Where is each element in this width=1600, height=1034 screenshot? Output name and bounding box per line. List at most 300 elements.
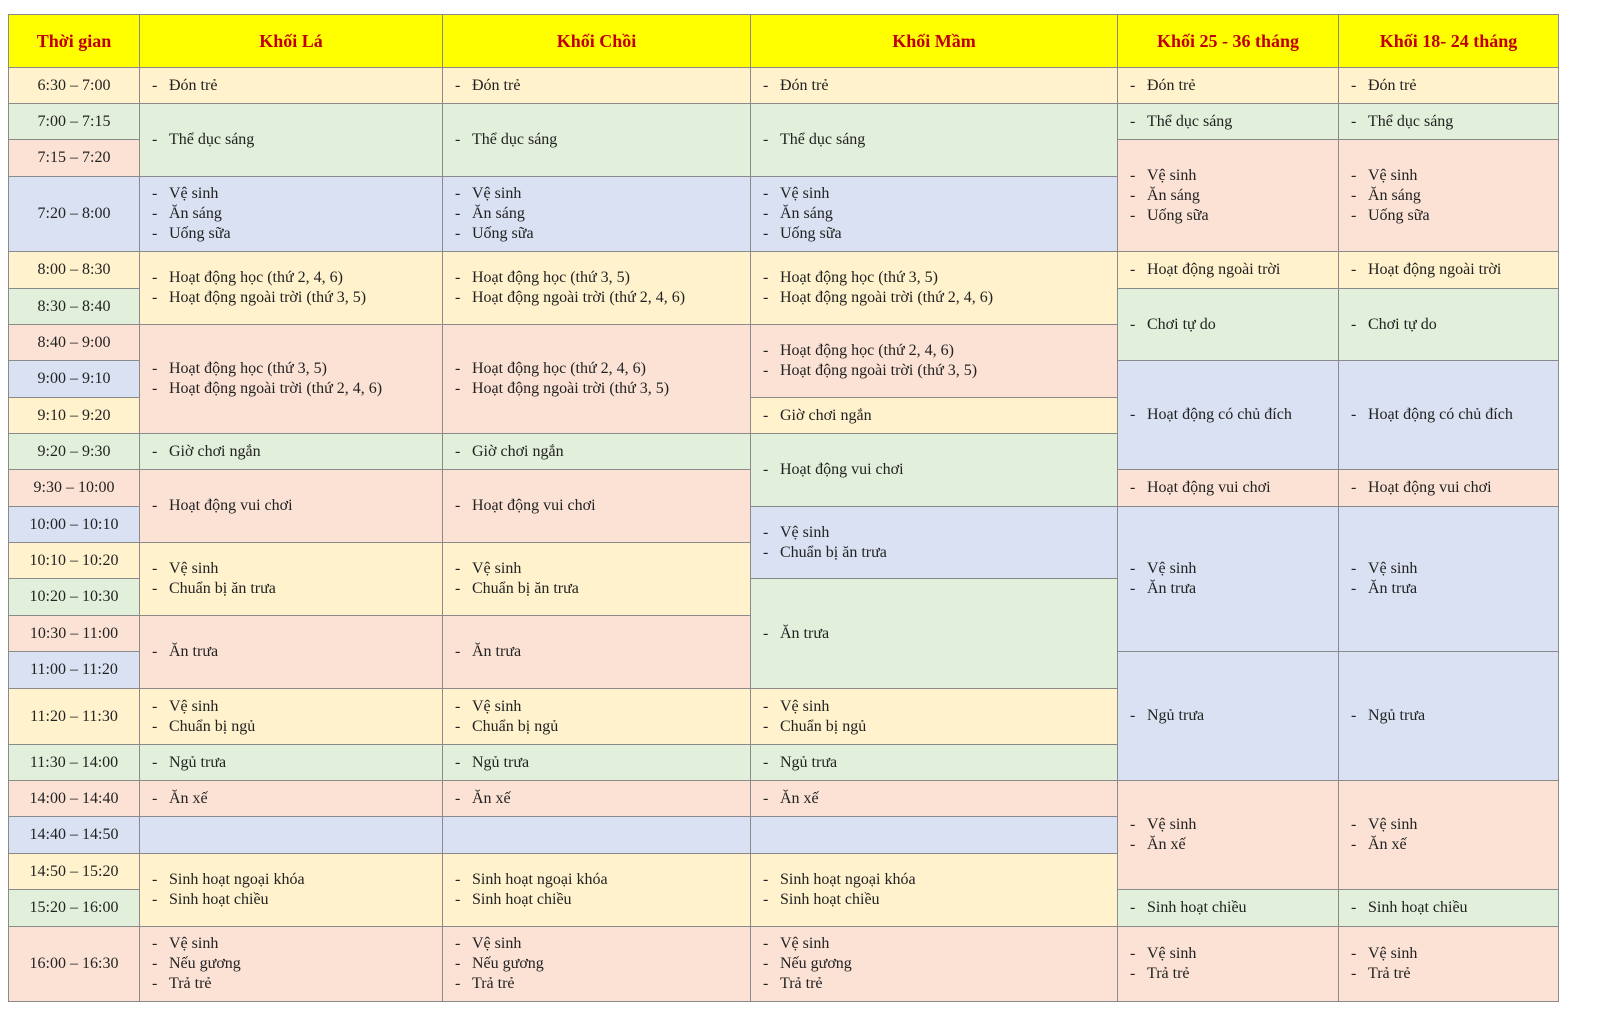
activity-item	[152, 204, 442, 224]
activity-text: Vệ sinh	[780, 697, 830, 715]
time-slot: 10:20 – 10:30	[8, 578, 140, 616]
activity-cell	[1117, 469, 1339, 507]
activity-text: Hoạt động học (thứ 2, 4, 6)	[472, 360, 646, 377]
bullet-dash: -	[1130, 166, 1136, 184]
activity-text: Hoạt động ngoài trời (thứ 3, 5)	[169, 289, 367, 306]
activity-cell	[139, 103, 443, 177]
activity-text: Vệ sinh	[1147, 166, 1197, 184]
time-slot: 9:30 – 10:00	[8, 469, 140, 507]
activity-item	[1351, 478, 1558, 498]
activity-item	[1351, 559, 1558, 579]
bullet-dash: -	[1351, 945, 1357, 962]
activity-cell	[750, 67, 1118, 104]
time-slot: 11:30 – 14:00	[8, 744, 140, 781]
activity-item	[455, 870, 750, 890]
bullet-dash: -	[1351, 166, 1357, 184]
activity-item	[763, 523, 1117, 543]
activity-text: Thể dục sáng	[780, 131, 866, 148]
activity-item	[152, 697, 442, 717]
activity-text: Sinh hoạt ngoại khóa	[780, 871, 916, 888]
bullet-dash: -	[455, 975, 461, 992]
bullet-dash: -	[152, 753, 158, 771]
activity-text: Vệ sinh	[169, 185, 219, 202]
activity-text: Ngủ trưa	[169, 753, 227, 771]
activity-item	[152, 288, 442, 308]
activity-text: Vệ sinh	[780, 523, 830, 541]
time-slot: 9:00 – 9:10	[8, 360, 140, 398]
bullet-dash: -	[763, 289, 769, 306]
activity-text: Hoạt động học (thứ 3, 5)	[472, 269, 630, 286]
bullet-dash: -	[1130, 76, 1136, 94]
bullet-dash: -	[763, 461, 769, 478]
bullet-dash: -	[152, 891, 158, 908]
bullet-dash: -	[152, 975, 158, 992]
bullet-dash: -	[152, 289, 158, 306]
time-slot: 7:20 – 8:00	[8, 176, 140, 252]
bullet-dash: -	[455, 380, 461, 397]
activity-cell	[1338, 506, 1559, 652]
activity-text: Chuẩn bị ngủ	[780, 717, 867, 735]
bullet-dash: -	[152, 955, 158, 972]
activity-text: Vệ sinh	[1368, 560, 1418, 577]
activity-cell	[442, 615, 751, 689]
activity-text: Hoạt động vui chơi	[472, 497, 596, 514]
activity-cell	[1338, 288, 1559, 361]
activity-cell	[750, 324, 1118, 398]
activity-text: Chuẩn bị ngủ	[472, 717, 559, 735]
activity-text: Ăn trưa	[472, 643, 522, 660]
activity-item	[1351, 944, 1558, 964]
activity-text: Vệ sinh	[169, 560, 219, 577]
bullet-dash: -	[455, 225, 461, 242]
activity-item	[1351, 964, 1558, 984]
activity-item	[1351, 405, 1558, 425]
time-slot: 7:15 – 7:20	[8, 139, 140, 177]
activity-item	[763, 624, 1117, 644]
activity-item	[1130, 206, 1338, 226]
time-slot: 14:00 – 14:40	[8, 780, 140, 817]
activity-text: Chuẩn bị ăn trưa	[780, 543, 887, 561]
activity-text: Ăn sáng	[1368, 186, 1421, 204]
activity-text: Ăn trưa	[780, 624, 830, 642]
bullet-dash: -	[763, 935, 769, 952]
activity-text: Hoạt động học (thứ 3, 5)	[780, 269, 938, 286]
time-slot: 6:30 – 7:00	[8, 67, 140, 104]
activity-text: Sinh hoạt chiều	[1368, 899, 1468, 916]
bullet-dash: -	[1351, 965, 1357, 982]
activity-item	[152, 934, 442, 954]
activity-text: Vệ sinh	[780, 935, 830, 952]
activity-cell	[1338, 889, 1559, 927]
activity-text: Ăn sáng	[780, 205, 833, 222]
activity-cell	[1117, 506, 1339, 652]
bullet-dash: -	[455, 580, 461, 597]
bullet-dash: -	[1130, 479, 1136, 496]
bullet-dash: -	[763, 269, 769, 286]
activity-item	[763, 184, 1117, 204]
activity-item	[763, 697, 1117, 717]
activity-text: Trả trẻ	[472, 975, 515, 992]
time-slot: 8:00 – 8:30	[8, 251, 140, 289]
activity-cell	[750, 816, 1118, 854]
activity-item	[763, 934, 1117, 954]
activity-cell	[139, 324, 443, 434]
bullet-dash: -	[1130, 560, 1136, 577]
bullet-dash: -	[763, 543, 769, 561]
activity-item	[455, 442, 750, 462]
activity-text: Vệ sinh	[169, 697, 219, 715]
activity-item	[152, 789, 442, 809]
activity-text: Sinh hoạt ngoại khóa	[472, 871, 608, 888]
activity-item	[1351, 579, 1558, 599]
activity-text: Vệ sinh	[1147, 945, 1197, 962]
bullet-dash: -	[455, 871, 461, 888]
bullet-dash: -	[763, 891, 769, 908]
activity-text: Hoạt động vui chơi	[1147, 479, 1271, 496]
activity-text: Vệ sinh	[1368, 945, 1418, 962]
activity-cell	[139, 926, 443, 1002]
activity-cell	[750, 688, 1118, 745]
activity-item	[763, 76, 1117, 96]
bullet-dash: -	[763, 697, 769, 715]
activity-text: Đón trẻ	[1368, 76, 1417, 94]
activity-cell	[1117, 139, 1339, 252]
activity-text: Đón trẻ	[1147, 76, 1196, 94]
activity-text: Hoạt động ngoài trời (thứ 3, 5)	[780, 362, 978, 379]
activity-item	[1351, 898, 1558, 918]
activity-item	[763, 361, 1117, 381]
bullet-dash: -	[152, 643, 158, 660]
activity-cell	[442, 176, 751, 252]
activity-text: Chuẩn bị ăn trưa	[472, 580, 579, 597]
activity-item	[152, 442, 442, 462]
bullet-dash: -	[152, 76, 158, 94]
activity-cell	[139, 780, 443, 817]
activity-cell	[750, 780, 1118, 817]
bullet-dash: -	[455, 560, 461, 577]
time-slot: 14:40 – 14:50	[8, 816, 140, 854]
time-slot: 10:30 – 11:00	[8, 615, 140, 652]
activity-text: Chuẩn bị ngủ	[169, 717, 256, 735]
activity-text: Ngủ trưa	[472, 753, 530, 771]
activity-cell	[139, 615, 443, 689]
activity-cell	[442, 433, 751, 470]
activity-item	[763, 288, 1117, 308]
activity-text: Giờ chơi ngắn	[780, 406, 872, 424]
activity-text: Ăn trưa	[169, 643, 219, 660]
bullet-dash: -	[455, 131, 461, 148]
activity-text: Hoạt động có chủ đích	[1368, 406, 1513, 423]
activity-item	[763, 460, 1117, 480]
activity-item	[1351, 186, 1558, 206]
bullet-dash: -	[1130, 965, 1136, 982]
activity-cell	[1117, 288, 1339, 361]
activity-item	[152, 717, 442, 737]
bullet-dash: -	[1351, 315, 1357, 333]
activity-item	[1351, 206, 1558, 226]
bullet-dash: -	[455, 442, 461, 460]
activity-cell	[442, 469, 751, 543]
bullet-dash: -	[455, 289, 461, 306]
activity-item	[152, 496, 442, 516]
bullet-dash: -	[152, 131, 158, 148]
bullet-dash: -	[763, 717, 769, 735]
activity-text: Hoạt động vui chơi	[169, 497, 293, 514]
activity-item	[1130, 944, 1338, 964]
activity-text: Hoạt động ngoài trời	[1147, 261, 1281, 278]
activity-item	[455, 974, 750, 994]
activity-text: Vệ sinh	[1147, 816, 1197, 833]
bullet-dash: -	[1351, 76, 1357, 94]
bullet-dash: -	[455, 76, 461, 94]
activity-text: Hoạt động vui chơi	[1368, 479, 1492, 496]
time-slot: 7:00 – 7:15	[8, 103, 140, 140]
bullet-dash: -	[455, 185, 461, 202]
activity-cell	[750, 433, 1118, 507]
header-khoi-mam: Khối Mầm	[750, 14, 1118, 68]
activity-cell	[139, 744, 443, 781]
bullet-dash: -	[1351, 899, 1357, 916]
activity-item	[1130, 706, 1338, 726]
activity-item	[763, 789, 1117, 809]
activity-text: Ăn xế	[472, 789, 511, 807]
activity-item	[763, 341, 1117, 361]
bullet-dash: -	[152, 560, 158, 577]
activity-cell	[750, 397, 1118, 434]
activity-item	[152, 954, 442, 974]
bullet-dash: -	[152, 497, 158, 514]
activity-item	[455, 954, 750, 974]
activity-cell	[442, 67, 751, 104]
activity-text: Hoạt động học (thứ 3, 5)	[169, 360, 327, 377]
bullet-dash: -	[763, 205, 769, 222]
activity-item	[1351, 706, 1558, 726]
activity-item	[763, 954, 1117, 974]
activity-item	[1351, 112, 1558, 132]
activity-text: Hoạt động ngoài trời (thứ 3, 5)	[472, 380, 670, 397]
bullet-dash: -	[455, 789, 461, 807]
time-slot: 10:00 – 10:10	[8, 506, 140, 543]
activity-cell	[442, 816, 751, 854]
bullet-dash: -	[152, 789, 158, 807]
activity-text: Ăn xế	[1147, 836, 1186, 853]
activity-text: Chơi tự do	[1147, 315, 1216, 333]
activity-text: Vệ sinh	[472, 697, 522, 715]
activity-text: Uống sữa	[169, 225, 231, 242]
activity-cell	[442, 688, 751, 745]
activity-text: Vệ sinh	[1368, 816, 1418, 833]
activity-text: Ngủ trưa	[1147, 707, 1205, 724]
activity-cell	[1117, 103, 1339, 140]
activity-text: Chơi tự do	[1368, 315, 1437, 333]
activity-item	[152, 642, 442, 662]
activity-text: Thể dục sáng	[1147, 112, 1233, 130]
activity-cell	[1117, 251, 1339, 289]
activity-text: Giờ chơi ngắn	[169, 442, 261, 460]
activity-cell	[139, 688, 443, 745]
time-slot: 8:30 – 8:40	[8, 288, 140, 325]
activity-text: Ăn sáng	[472, 205, 525, 222]
activity-item	[1130, 835, 1338, 855]
activity-cell	[139, 469, 443, 543]
activity-cell	[1338, 103, 1559, 140]
activity-cell	[1117, 360, 1339, 470]
header-khoi-la: Khối Lá	[139, 14, 443, 68]
activity-cell	[139, 67, 443, 104]
time-slot: 11:20 – 11:30	[8, 688, 140, 745]
activity-cell	[1338, 139, 1559, 252]
header-khoi-18-24: Khối 18- 24 tháng	[1338, 14, 1559, 68]
bullet-dash: -	[763, 955, 769, 972]
activity-item	[455, 288, 750, 308]
activity-cell	[442, 103, 751, 177]
activity-item	[763, 543, 1117, 563]
bullet-dash: -	[455, 753, 461, 771]
activity-text: Sinh hoạt chiều	[169, 891, 269, 908]
activity-text: Sinh hoạt chiều	[1147, 899, 1247, 916]
time-slot: 15:20 – 16:00	[8, 889, 140, 927]
header-time: Thời gian	[8, 14, 140, 68]
activity-item	[455, 642, 750, 662]
activity-cell	[1117, 889, 1339, 927]
bullet-dash: -	[152, 580, 158, 597]
activity-item	[1351, 315, 1558, 335]
activity-text: Ngủ trưa	[780, 753, 838, 771]
bullet-dash: -	[1130, 836, 1136, 853]
activity-item	[455, 934, 750, 954]
bullet-dash: -	[152, 225, 158, 242]
activity-text: Nếu gương	[169, 955, 241, 972]
activity-item	[455, 204, 750, 224]
bullet-dash: -	[1130, 406, 1136, 423]
activity-item	[1130, 186, 1338, 206]
activity-item	[1351, 815, 1558, 835]
activity-cell	[750, 578, 1118, 689]
activity-text: Ăn sáng	[1147, 186, 1200, 204]
bullet-dash: -	[763, 131, 769, 148]
bullet-dash: -	[1130, 186, 1136, 204]
activity-item	[152, 579, 442, 599]
bullet-dash: -	[1130, 206, 1136, 224]
time-slot: 10:10 – 10:20	[8, 542, 140, 579]
activity-text: Vệ sinh	[780, 185, 830, 202]
bullet-dash: -	[763, 789, 769, 807]
activity-item	[455, 130, 750, 150]
activity-text: Ăn trưa	[1368, 580, 1418, 597]
bullet-dash: -	[152, 717, 158, 735]
activity-cell	[139, 251, 443, 325]
activity-text: Vệ sinh	[169, 935, 219, 952]
activity-text: Hoạt động học (thứ 2, 4, 6)	[169, 269, 343, 286]
activity-item	[1351, 166, 1558, 186]
activity-text: Ăn xế	[780, 789, 819, 807]
activity-item	[763, 268, 1117, 288]
activity-item	[1351, 260, 1558, 280]
bullet-dash: -	[455, 497, 461, 514]
activity-cell	[750, 853, 1118, 927]
bullet-dash: -	[152, 360, 158, 377]
bullet-dash: -	[455, 205, 461, 222]
activity-item	[455, 559, 750, 579]
activity-cell	[442, 251, 751, 325]
bullet-dash: -	[1351, 479, 1357, 496]
time-slot: 11:00 – 11:20	[8, 651, 140, 689]
activity-item	[455, 496, 750, 516]
activity-item	[1130, 112, 1338, 132]
activity-item	[152, 559, 442, 579]
bullet-dash: -	[152, 697, 158, 715]
activity-item	[152, 184, 442, 204]
activity-item	[455, 717, 750, 737]
activity-item	[1130, 815, 1338, 835]
activity-item	[455, 379, 750, 399]
bullet-dash: -	[1130, 580, 1136, 597]
bullet-dash: -	[763, 523, 769, 541]
activity-item	[455, 268, 750, 288]
activity-cell	[139, 176, 443, 252]
activity-item	[152, 890, 442, 910]
activity-cell	[139, 433, 443, 470]
activity-item	[763, 224, 1117, 244]
activity-item	[455, 890, 750, 910]
bullet-dash: -	[763, 225, 769, 242]
activity-text: Ăn trưa	[1147, 580, 1197, 597]
time-slot: 9:20 – 9:30	[8, 433, 140, 470]
bullet-dash: -	[1351, 816, 1357, 833]
bullet-dash: -	[152, 871, 158, 888]
bullet-dash: -	[152, 935, 158, 952]
activity-item	[455, 359, 750, 379]
activity-text: Uống sữa	[472, 225, 534, 242]
activity-text: Giờ chơi ngắn	[472, 442, 564, 460]
activity-text: Đón trẻ	[472, 76, 521, 94]
activity-item	[1130, 964, 1338, 984]
activity-item	[763, 204, 1117, 224]
activity-item	[455, 753, 750, 773]
activity-cell	[750, 506, 1118, 579]
activity-cell	[1117, 67, 1339, 104]
activity-text: Hoạt động ngoài trời (thứ 2, 4, 6)	[169, 380, 383, 397]
bullet-dash: -	[152, 205, 158, 222]
activity-item	[763, 890, 1117, 910]
bullet-dash: -	[763, 624, 769, 642]
time-slot: 14:50 – 15:20	[8, 853, 140, 890]
header-khoi-25-36: Khối 25 - 36 tháng	[1117, 14, 1339, 68]
activity-cell	[442, 744, 751, 781]
bullet-dash: -	[1130, 707, 1136, 724]
bullet-dash: -	[455, 891, 461, 908]
activity-cell	[139, 816, 443, 854]
activity-item	[152, 359, 442, 379]
activity-cell	[750, 103, 1118, 177]
activity-text: Đón trẻ	[780, 76, 829, 94]
activity-cell	[442, 926, 751, 1002]
activity-item	[763, 717, 1117, 737]
activity-item	[455, 789, 750, 809]
activity-text: Đón trẻ	[169, 76, 218, 94]
activity-text: Trả trẻ	[1147, 965, 1190, 982]
bullet-dash: -	[152, 442, 158, 460]
activity-item	[763, 753, 1117, 773]
activity-text: Trả trẻ	[169, 975, 212, 992]
activity-item	[763, 870, 1117, 890]
bullet-dash: -	[455, 269, 461, 286]
activity-item	[1130, 579, 1338, 599]
bullet-dash: -	[1351, 186, 1357, 204]
activity-text: Thể dục sáng	[169, 131, 255, 148]
activity-item	[152, 268, 442, 288]
activity-cell	[442, 780, 751, 817]
